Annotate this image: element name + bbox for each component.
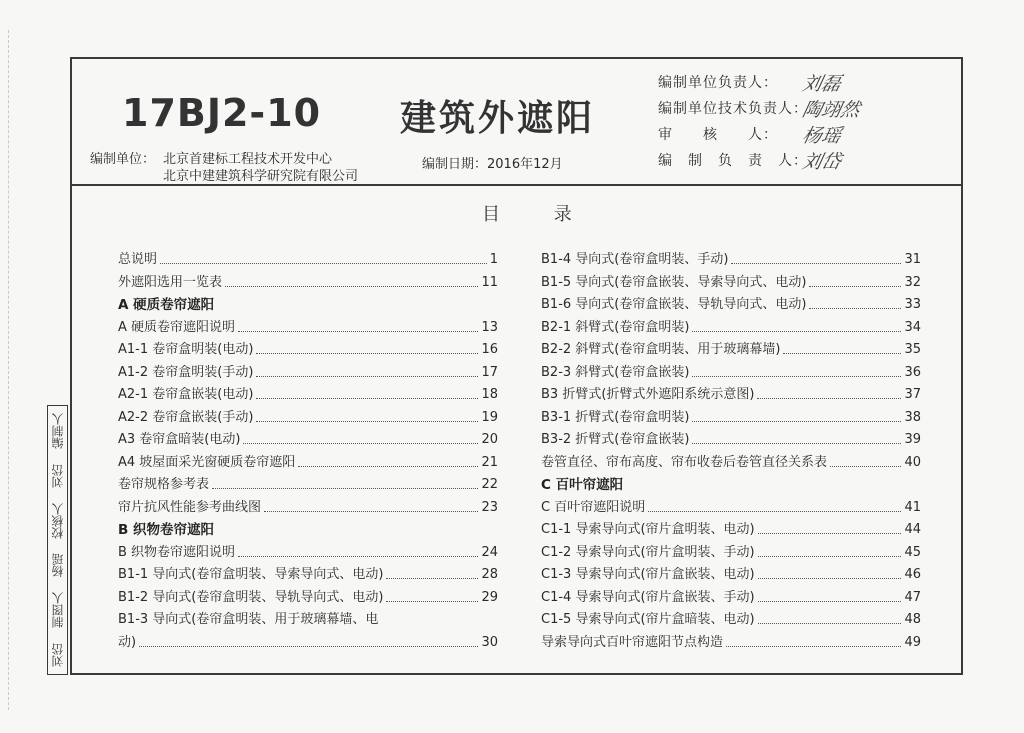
toc-leader-dots — [783, 344, 901, 354]
toc-entry[interactable] — [118, 496, 498, 519]
toc-entry[interactable] — [118, 428, 498, 451]
toc-leader-dots — [256, 412, 478, 422]
toc-leader-dots — [692, 412, 901, 422]
toc-page-number: 33 — [904, 297, 921, 312]
toc-entry[interactable] — [541, 563, 921, 586]
signature-label: 审 核 人： — [658, 127, 778, 143]
toc-leader-dots — [256, 389, 478, 399]
toc-leader-dots — [757, 389, 901, 399]
toc-entry[interactable] — [118, 383, 498, 406]
toc-page-number: 41 — [904, 499, 921, 515]
toc-entry-title: 帘片抗风性能参考曲线图 — [118, 499, 262, 515]
toc-entry-title: B1-3 导向式(卷帘盒明装、用于玻璃幕墙、电 — [118, 612, 379, 627]
toc-page-number: 48 — [904, 612, 921, 627]
toc-leader-dots — [386, 569, 478, 579]
side-strip-cell: 刘岱 — [50, 463, 65, 488]
toc-entry-title: 外遮阳选用一览表 — [118, 274, 223, 290]
signature-name: 杨瑶 — [800, 124, 844, 147]
toc-entry-title: B2-2 斜臂式(卷帘盒明装、用于玻璃幕墙) — [541, 342, 781, 357]
atlas-code: 17BJ2-10 — [122, 91, 322, 135]
toc-entry[interactable] — [118, 608, 498, 631]
toc-page-number: 17 — [481, 364, 498, 380]
signature-label: 编制单位负责人： — [658, 75, 778, 91]
toc-column-left — [118, 248, 498, 653]
toc-entry-title: 总说明 — [118, 252, 158, 267]
toc-page-number: 13 — [481, 319, 498, 335]
toc-section-heading — [541, 473, 921, 496]
signature-row — [658, 69, 958, 95]
toc-page-number: 29 — [481, 589, 498, 605]
toc-entry[interactable] — [118, 473, 498, 496]
toc-page-number: 34 — [904, 319, 921, 335]
signature-block — [658, 69, 958, 173]
toc-entry[interactable] — [541, 541, 921, 564]
toc-leader-dots — [758, 569, 902, 579]
toc-title: 目 录 — [482, 204, 596, 225]
toc-entry[interactable] — [118, 406, 498, 429]
page-edge-dots — [8, 30, 11, 710]
toc-entry-title: 导索导向式百叶帘遮阳节点构造 — [541, 634, 724, 650]
signature-name: 刘岱 — [800, 150, 844, 173]
toc-page-number: 21 — [481, 454, 498, 470]
side-strip-cell: 制图人 — [50, 591, 65, 628]
toc-leader-dots — [212, 479, 478, 489]
toc-entry[interactable] — [541, 518, 921, 541]
toc-entry[interactable] — [541, 316, 921, 339]
toc-entry[interactable] — [118, 248, 498, 271]
toc-page-number: 24 — [481, 544, 498, 560]
toc-page-number: 1 — [489, 252, 498, 267]
toc-entry-title: A3 卷帘盒暗装(电动) — [118, 432, 241, 447]
toc-entry-title: B1-4 导向式(卷帘盒明装、手动) — [541, 252, 729, 267]
signature-label: 编制单位技术负责人： — [658, 101, 808, 117]
toc-column-right — [541, 248, 921, 653]
toc-leader-dots — [238, 322, 478, 332]
toc-page-number: 37 — [904, 387, 921, 402]
toc-section-heading — [118, 518, 498, 541]
toc-entry-title: B 织物卷帘遮阳 — [118, 522, 214, 538]
toc-page-number: 45 — [904, 544, 921, 560]
toc-entry-title: A1-1 卷帘盒明装(电动) — [118, 342, 254, 357]
toc-entry-title: C 百叶帘遮阳说明 — [541, 499, 646, 515]
toc-leader-dots — [809, 299, 901, 309]
title-block — [70, 57, 963, 186]
toc-page-number: 49 — [904, 634, 921, 650]
toc-page-number: 19 — [481, 409, 498, 425]
toc-entry[interactable] — [541, 338, 921, 361]
signature-row — [658, 95, 958, 121]
toc-entry[interactable] — [118, 631, 498, 654]
toc-page-number: 23 — [481, 499, 498, 515]
toc-entry[interactable] — [541, 428, 921, 451]
toc-entry-title: A 硬质卷帘遮阳说明 — [118, 319, 236, 335]
toc-leader-dots — [264, 502, 478, 512]
compiling-date: 编制日期：2016年12月 — [422, 157, 563, 172]
toc-entry-title: B1-6 导向式(卷帘盒嵌装、导轨导向式、电动) — [541, 297, 807, 312]
side-strip-cell: 杨瑶 — [50, 553, 65, 578]
toc-page-number: 47 — [904, 589, 921, 605]
toc-entry[interactable] — [541, 248, 921, 271]
toc-entry-title: C1-5 导索导向式(帘片盒暗装、电动) — [541, 612, 755, 627]
toc-leader-dots — [160, 254, 487, 264]
toc-entry-title: 卷管直径、帘布高度、帘布收卷后卷管直径关系表 — [541, 454, 828, 470]
toc-entry-title: B1-5 导向式(卷帘盒嵌装、导索导向式、电动) — [541, 274, 807, 290]
toc-leader-dots — [225, 277, 478, 287]
toc-entry[interactable] — [541, 406, 921, 429]
toc-entry[interactable] — [118, 563, 498, 586]
toc-page-number: 11 — [481, 274, 498, 290]
toc-leader-dots — [692, 367, 901, 377]
signature-name: 陶翊然 — [800, 98, 863, 121]
toc-section-heading — [118, 293, 498, 316]
toc-entry-title: C1-3 导索导向式(帘片盒嵌装、电动) — [541, 567, 755, 582]
toc-entry-title: C 百叶帘遮阳 — [541, 477, 624, 493]
toc-entry-title: 动) — [118, 634, 137, 650]
toc-entry-title: 卷帘规格参考表 — [118, 477, 210, 492]
toc-page-number: 16 — [481, 342, 498, 357]
toc-entry-title: C1-1 导索导向式(帘片盒明装、电动) — [541, 522, 755, 537]
signature-row — [658, 147, 958, 173]
signature-side-strip — [47, 405, 68, 675]
toc-entry-title: B3-2 折臂式(卷帘盒嵌装) — [541, 432, 690, 447]
toc-entry[interactable] — [118, 541, 498, 564]
toc-page-number: 39 — [904, 432, 921, 447]
toc-page-number: 32 — [904, 274, 921, 290]
toc-leader-dots — [139, 637, 478, 647]
toc-entry[interactable] — [118, 271, 498, 294]
toc-entry[interactable] — [541, 271, 921, 294]
toc-leader-dots — [758, 547, 902, 557]
compiling-unit-label: 编制单位： — [90, 152, 156, 167]
toc-leader-dots — [809, 277, 901, 287]
atlas-title: 建筑外遮阳 — [400, 98, 596, 139]
toc-page-number: 44 — [904, 522, 921, 537]
toc-entry-title: B2-3 斜臂式(卷帘盒嵌装) — [541, 364, 690, 380]
toc-entry-title: A4 坡屋面采光窗硬质卷帘遮阳 — [118, 454, 296, 470]
toc-page-number: 18 — [481, 387, 498, 402]
toc-entry[interactable] — [541, 608, 921, 631]
toc-entry-title: A 硬质卷帘遮阳 — [118, 297, 215, 313]
toc-page-number: 46 — [904, 567, 921, 582]
toc-leader-dots — [386, 592, 478, 602]
toc-leader-dots — [243, 434, 478, 444]
signature-name: 刘磊 — [800, 72, 844, 95]
toc-leader-dots — [692, 322, 901, 332]
toc-entry-title: C1-4 导索导向式(帘片盒嵌装、手动) — [541, 589, 755, 605]
toc-entry-title: C1-2 导索导向式(帘片盒明装、手动) — [541, 544, 755, 560]
toc-entry-title: A2-2 卷帘盒嵌装(手动) — [118, 409, 254, 425]
toc-page-number: 28 — [481, 567, 498, 582]
toc-entry[interactable] — [118, 451, 498, 474]
toc-leader-dots — [298, 457, 478, 467]
toc-entry-title: B2-1 斜臂式(卷帘盒明装) — [541, 319, 690, 335]
toc-page-number: 40 — [904, 454, 921, 470]
toc-page-number: 38 — [904, 409, 921, 425]
side-strip-cell: 校核人 — [50, 502, 65, 539]
toc-leader-dots — [692, 434, 901, 444]
toc-entry-title: B 织物卷帘遮阳说明 — [118, 544, 236, 560]
toc-leader-dots — [256, 344, 478, 354]
signature-label: 编 制 负 责 人： — [658, 153, 808, 169]
toc-entry-title: B1-1 导向式(卷帘盒明装、导索导向式、电动) — [118, 567, 384, 582]
compiling-unit-1: 北京首建标工程技术开发中心 — [163, 152, 333, 167]
toc-leader-dots — [731, 254, 901, 264]
toc-entry-title: B3-1 折臂式(卷帘盒明装) — [541, 409, 690, 425]
toc-page-number: 35 — [904, 342, 921, 357]
toc-leader-dots — [830, 457, 901, 467]
toc-entry[interactable] — [541, 293, 921, 316]
toc-entry-title: A2-1 卷帘盒嵌装(电动) — [118, 387, 254, 402]
toc-page-number: 22 — [481, 477, 498, 492]
toc-leader-dots — [648, 502, 901, 512]
toc-entry[interactable] — [541, 451, 921, 474]
toc-leader-dots — [758, 614, 902, 624]
toc-entry[interactable] — [118, 316, 498, 339]
toc-entry[interactable] — [541, 631, 921, 654]
toc-entry[interactable] — [541, 586, 921, 609]
toc-page-number: 30 — [481, 634, 498, 650]
toc-page-number: 31 — [904, 252, 921, 267]
toc-entry[interactable] — [118, 361, 498, 384]
toc-entry[interactable] — [541, 496, 921, 519]
toc-entry[interactable] — [118, 586, 498, 609]
toc-entry-title: B1-2 导向式(卷帘盒明装、导轨导向式、电动) — [118, 589, 384, 605]
toc-entry[interactable] — [541, 383, 921, 406]
toc-entry[interactable] — [541, 361, 921, 384]
toc-leader-dots — [256, 367, 478, 377]
toc-entry-title: A1-2 卷帘盒明装(手动) — [118, 364, 254, 380]
toc-entry-title: B3 折臂式(折臂式外遮阳系统示意图) — [541, 387, 755, 402]
toc-page-number: 20 — [481, 432, 498, 447]
compiling-unit-2: 北京中建建筑科学研究院有限公司 — [163, 169, 359, 184]
side-strip-cell: 刘岱 — [50, 642, 65, 667]
toc-leader-dots — [238, 547, 478, 557]
side-strip-cell: 编制人 — [50, 413, 65, 450]
toc-leader-dots — [758, 592, 902, 602]
toc-leader-dots — [758, 524, 902, 534]
toc-page-number: 36 — [904, 364, 921, 380]
toc-entry[interactable] — [118, 338, 498, 361]
toc-leader-dots — [726, 637, 901, 647]
signature-row — [658, 121, 958, 147]
